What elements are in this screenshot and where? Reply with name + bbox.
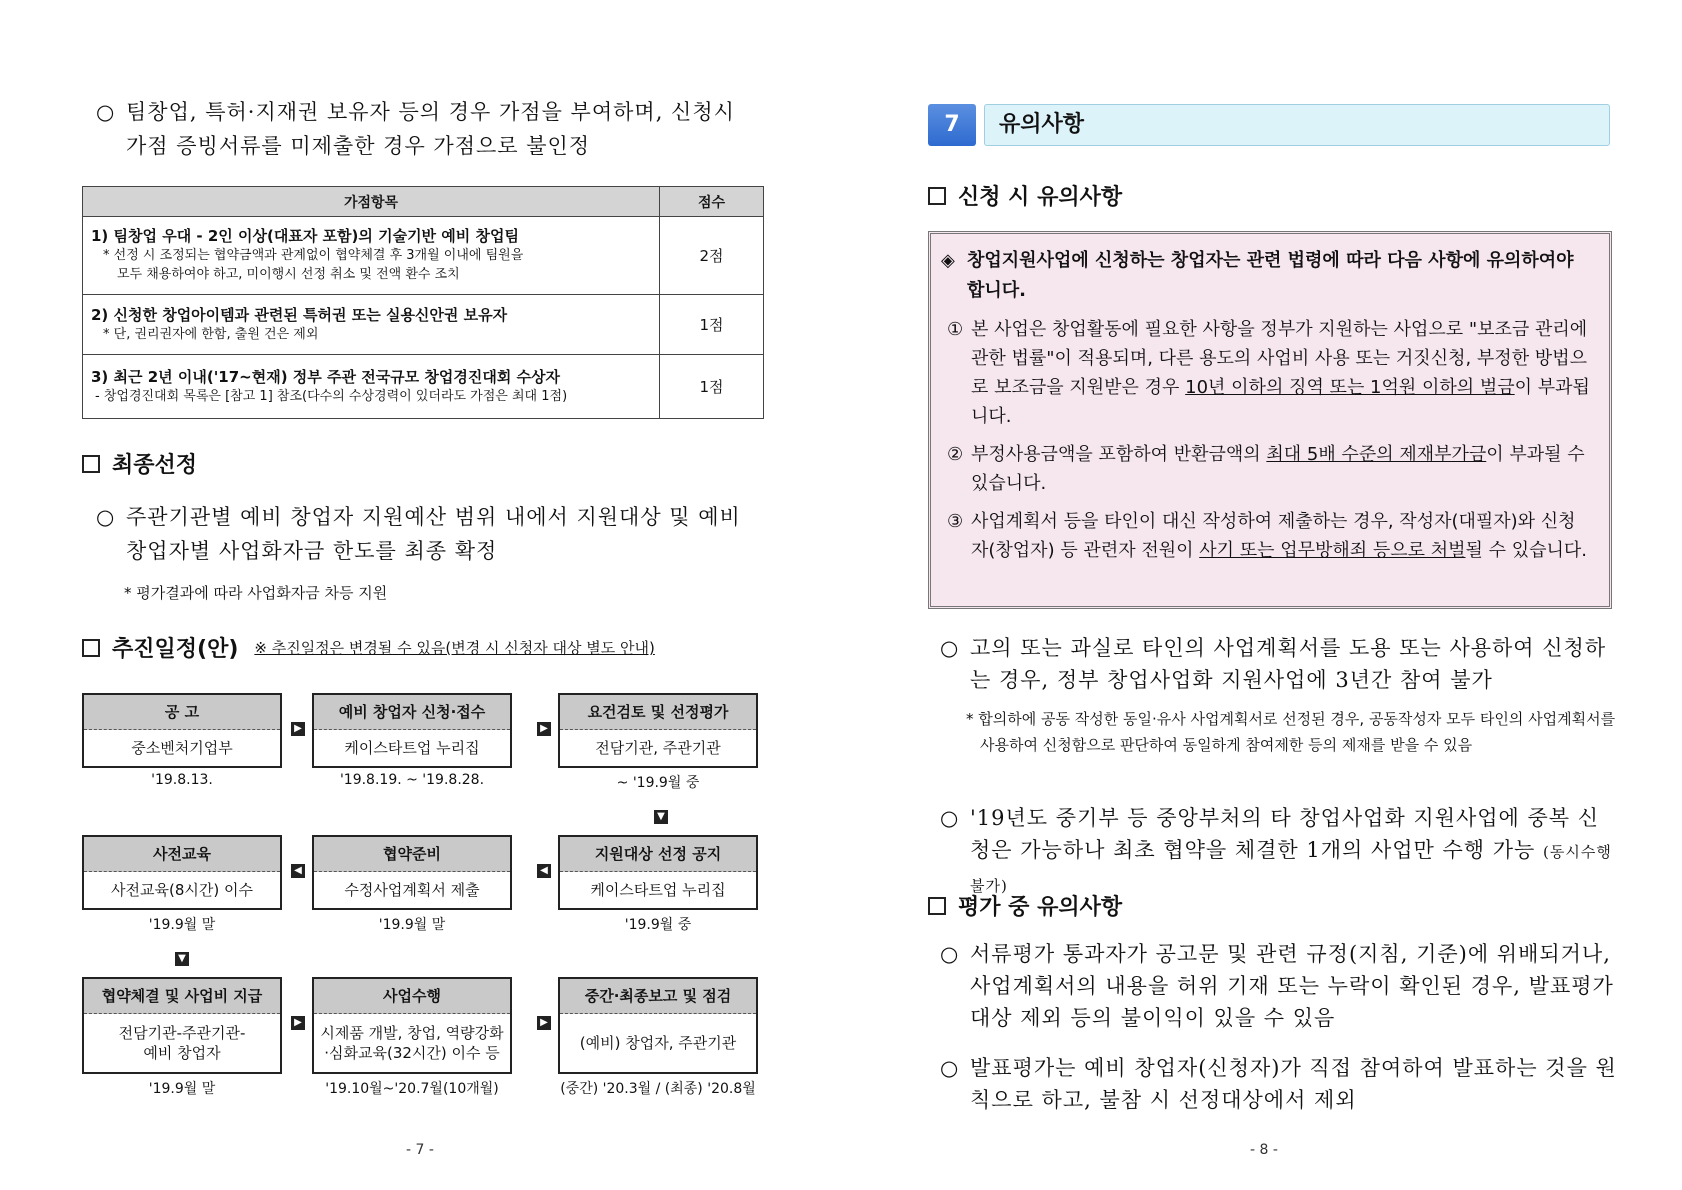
flow-date: '19.10월~'20.7월(10개월) [325,1081,499,1097]
arrow-right-icon: ▶ [291,1016,305,1030]
notice-item: ③ 사업계획서 등을 타인이 대신 작성하여 제출하는 경우, 작성자(대필자)와 신청자(창업자) 등 관련자 전원이 사기 또는 업무방해죄 등으로 처벌될 수 있습니다. [947,511,1588,561]
table-row [83,295,764,355]
final-selection-note: * 평가결과에 따라 사업화자금 차등 지원 [124,584,388,602]
arrow-right-icon: ▶ [537,722,551,736]
flow-date: '19.8.19. ~ '19.8.28. [339,772,485,788]
flow-date: '19.9월 말 [378,917,446,933]
notice-item: ② 부정사용금액을 포함하여 반환금액의 최대 5배 수준의 제재부가금이 부과될 수 있습니다. [947,444,1585,494]
eval-notice-heading: 평가 중 유의사항 [928,890,1122,921]
bonus-points-table [82,186,764,419]
section-title: 유의사항 [984,104,1610,146]
flow-step-notice: 지원대상 선정 공지 케이스타트업 누리집 [558,835,758,910]
notice-box [928,231,1612,609]
bullet-duplicate: ○ '19년도 중기부 등 중앙부처의 타 창업사업화 지원사업에 중복 신청은 가능하나 최초 협약을 체결한 1개의 사업만 수행 가능 (동시수행 불가) [940,806,1612,895]
bullet-presentation: ○ 발표평가는 예비 창업자(신청자)가 직접 참여하여 발표하는 것을 원칙으로 하고, 불참 시 선정대상에서 제외 [940,1056,1617,1112]
schedule-note: ※ 추진일정은 변경될 수 있음(변경 시 신청자 대상 별도 안내) [254,639,655,657]
schedule-heading: 추진일정(안) ※ 추진일정은 변경될 수 있음(변경 시 신청자 대상 별도 안내) [82,632,655,663]
row-score: 1점 [660,295,764,355]
flow-step-execution: 사업수행 시제품 개발, 창업, 역량강화 ·심화교육(32시간) 이수 등 [312,977,512,1074]
table-header-row [83,187,764,217]
bullet-document-eval: ○ 서류평가 통과자가 공고문 및 관련 규정(지침, 기준)에 위배되거나, 사업계획서의 내용을 허위 기재 또는 누락이 확인된 경우, 발표평가대상 제외 등의 불이익이 있을 수 있음 [940,942,1614,1030]
intro-bullet: ○ 팀창업, 특허·지재권 보유자 등의 경우 가점을 부여하며, 신청시 가점 증빙서류를 미제출한 경우 가점으로 불인정 [96,95,776,163]
arrow-left-icon: ◀ [537,864,551,878]
apply-notice-heading: 신청 시 유의사항 [928,180,1122,211]
row-note: 모두 채용하여야 하고, 미이행시 선정 취소 및 전액 환수 조치 [117,267,460,282]
flow-step-apply: 예비 창업자 신청·접수 케이스타트업 누리집 [312,693,512,768]
flow-step-pretraining: 사전교육 사전교육(8시간) 이수 [82,835,282,910]
flow-step-announce: 공 고 중소벤처기업부 [82,693,282,768]
bullet-plagiarism-note: * 합의하에 공동 작성한 동일·유사 사업계획서로 선정된 경우, 공동작성자 모두 타인의 사업계획서를 사용하여 신청함으로 판단하여 동일하게 참여제한 등의 제재를 받을 수 있음 [966,710,1616,754]
table-row [83,217,764,295]
arrow-right-icon: ▶ [291,722,305,736]
arrow-left-icon: ◀ [291,864,305,878]
row-note: * 단, 권리권자에 한함, 출원 건은 제외 [103,326,319,342]
final-selection-bullet: ○ 주관기관별 예비 창업자 지원예산 범위 내에서 지원대상 및 예비 창업자별 사업화자금 한도를 최종 확정 [96,505,741,563]
table-header-item: 가점항목 [83,187,660,217]
final-selection-heading: 최종선정 [82,448,197,479]
table-row [83,355,764,419]
arrow-down-icon: ▼ [175,952,189,966]
notice-item: ① 본 사업은 창업활동에 필요한 사항을 정부가 지원하는 사업으로 "보조금 관리에 관한 법률"이 적용되며, 다른 용도의 사업비 사용 또는 거짓신청, 부정한 방법으로 보조금을 지원받은 경우 10년 이하의 징역 또는 1억원 이하의 벌금이 부과됩니다. [947,319,1590,427]
flow-step-report: 중간·최종보고 및 점검 (예비) 창업자, 주관기관 [558,977,758,1074]
flow-date: '19.9월 말 [148,1081,216,1097]
flow-step-prepare: 협약준비 수정사업계획서 제출 [312,835,512,910]
checkbox-square-icon [82,639,100,657]
row-main: 1) 팀창업 우대 - 2인 이상(대표자 포함)의 기술기반 예비 창업팀 [91,227,519,245]
row-note: - 창업경진대회 목록은 [참고 1] 참조(다수의 수상경력이 있더라도 가점은 최대 1점) [95,388,568,404]
notice-lead: ◈ 창업지원사업에 신청하는 창업자는 관련 법령에 따라 다음 사항에 유의하여야 합니다. [941,246,1591,306]
checkbox-square-icon [928,187,946,205]
arrow-down-icon: ▼ [654,810,668,824]
section-number-badge: 7 [928,104,976,146]
checkbox-square-icon [928,897,946,915]
flow-date: '19.9월 말 [148,917,216,933]
flow-date: '19.9월 중 [624,917,692,933]
flow-date: '19.8.13. [151,772,213,788]
row-note: * 선정 시 조정되는 협약금액과 관계없이 협약체결 후 3개월 이내에 팀원을 [103,248,524,263]
row-score: 1점 [660,355,764,419]
checkbox-square-icon [82,455,100,473]
row-main: 3) 최근 2년 이내('17~현재) 정부 주관 전국규모 창업경진대회 수상자 [91,367,561,386]
flow-step-review: 요건검토 및 선정평가 전담기관, 주관기관 [558,693,758,768]
page-number-right: - 8 - [1250,1142,1278,1158]
intro-line-2: 가점 증빙서류를 미제출한 경우 가점으로 불인정 [126,134,591,158]
page-number-left: - 7 - [406,1142,434,1158]
table-header-score: 점수 [660,187,764,217]
arrow-right-icon: ▶ [537,1016,551,1030]
row-main: 2) 신청한 창업아이템과 관련된 특허권 또는 실용신안권 보유자 [91,305,508,324]
row-score: 2점 [660,217,764,295]
bullet-plagiarism: ○ 고의 또는 과실로 타인의 사업계획서를 도용 또는 사용하여 신청하는 경우, 정부 창업사업화 지원사업에 3년간 참여 불가 [940,636,1607,692]
intro-line-1: 팀창업, 특허·지재권 보유자 등의 경우 가점을 부여하며, 신청시 [126,100,735,124]
flow-date: ~ '19.9월 중 [616,775,700,791]
flow-date: (중간) '20.3월 / (최종) '20.8월 [560,1081,756,1097]
diamond-icon: ◈ [941,250,955,271]
flow-step-agreement: 협약체결 및 사업비 지급 전담기관-주관기관- 예비 창업자 [82,977,282,1074]
